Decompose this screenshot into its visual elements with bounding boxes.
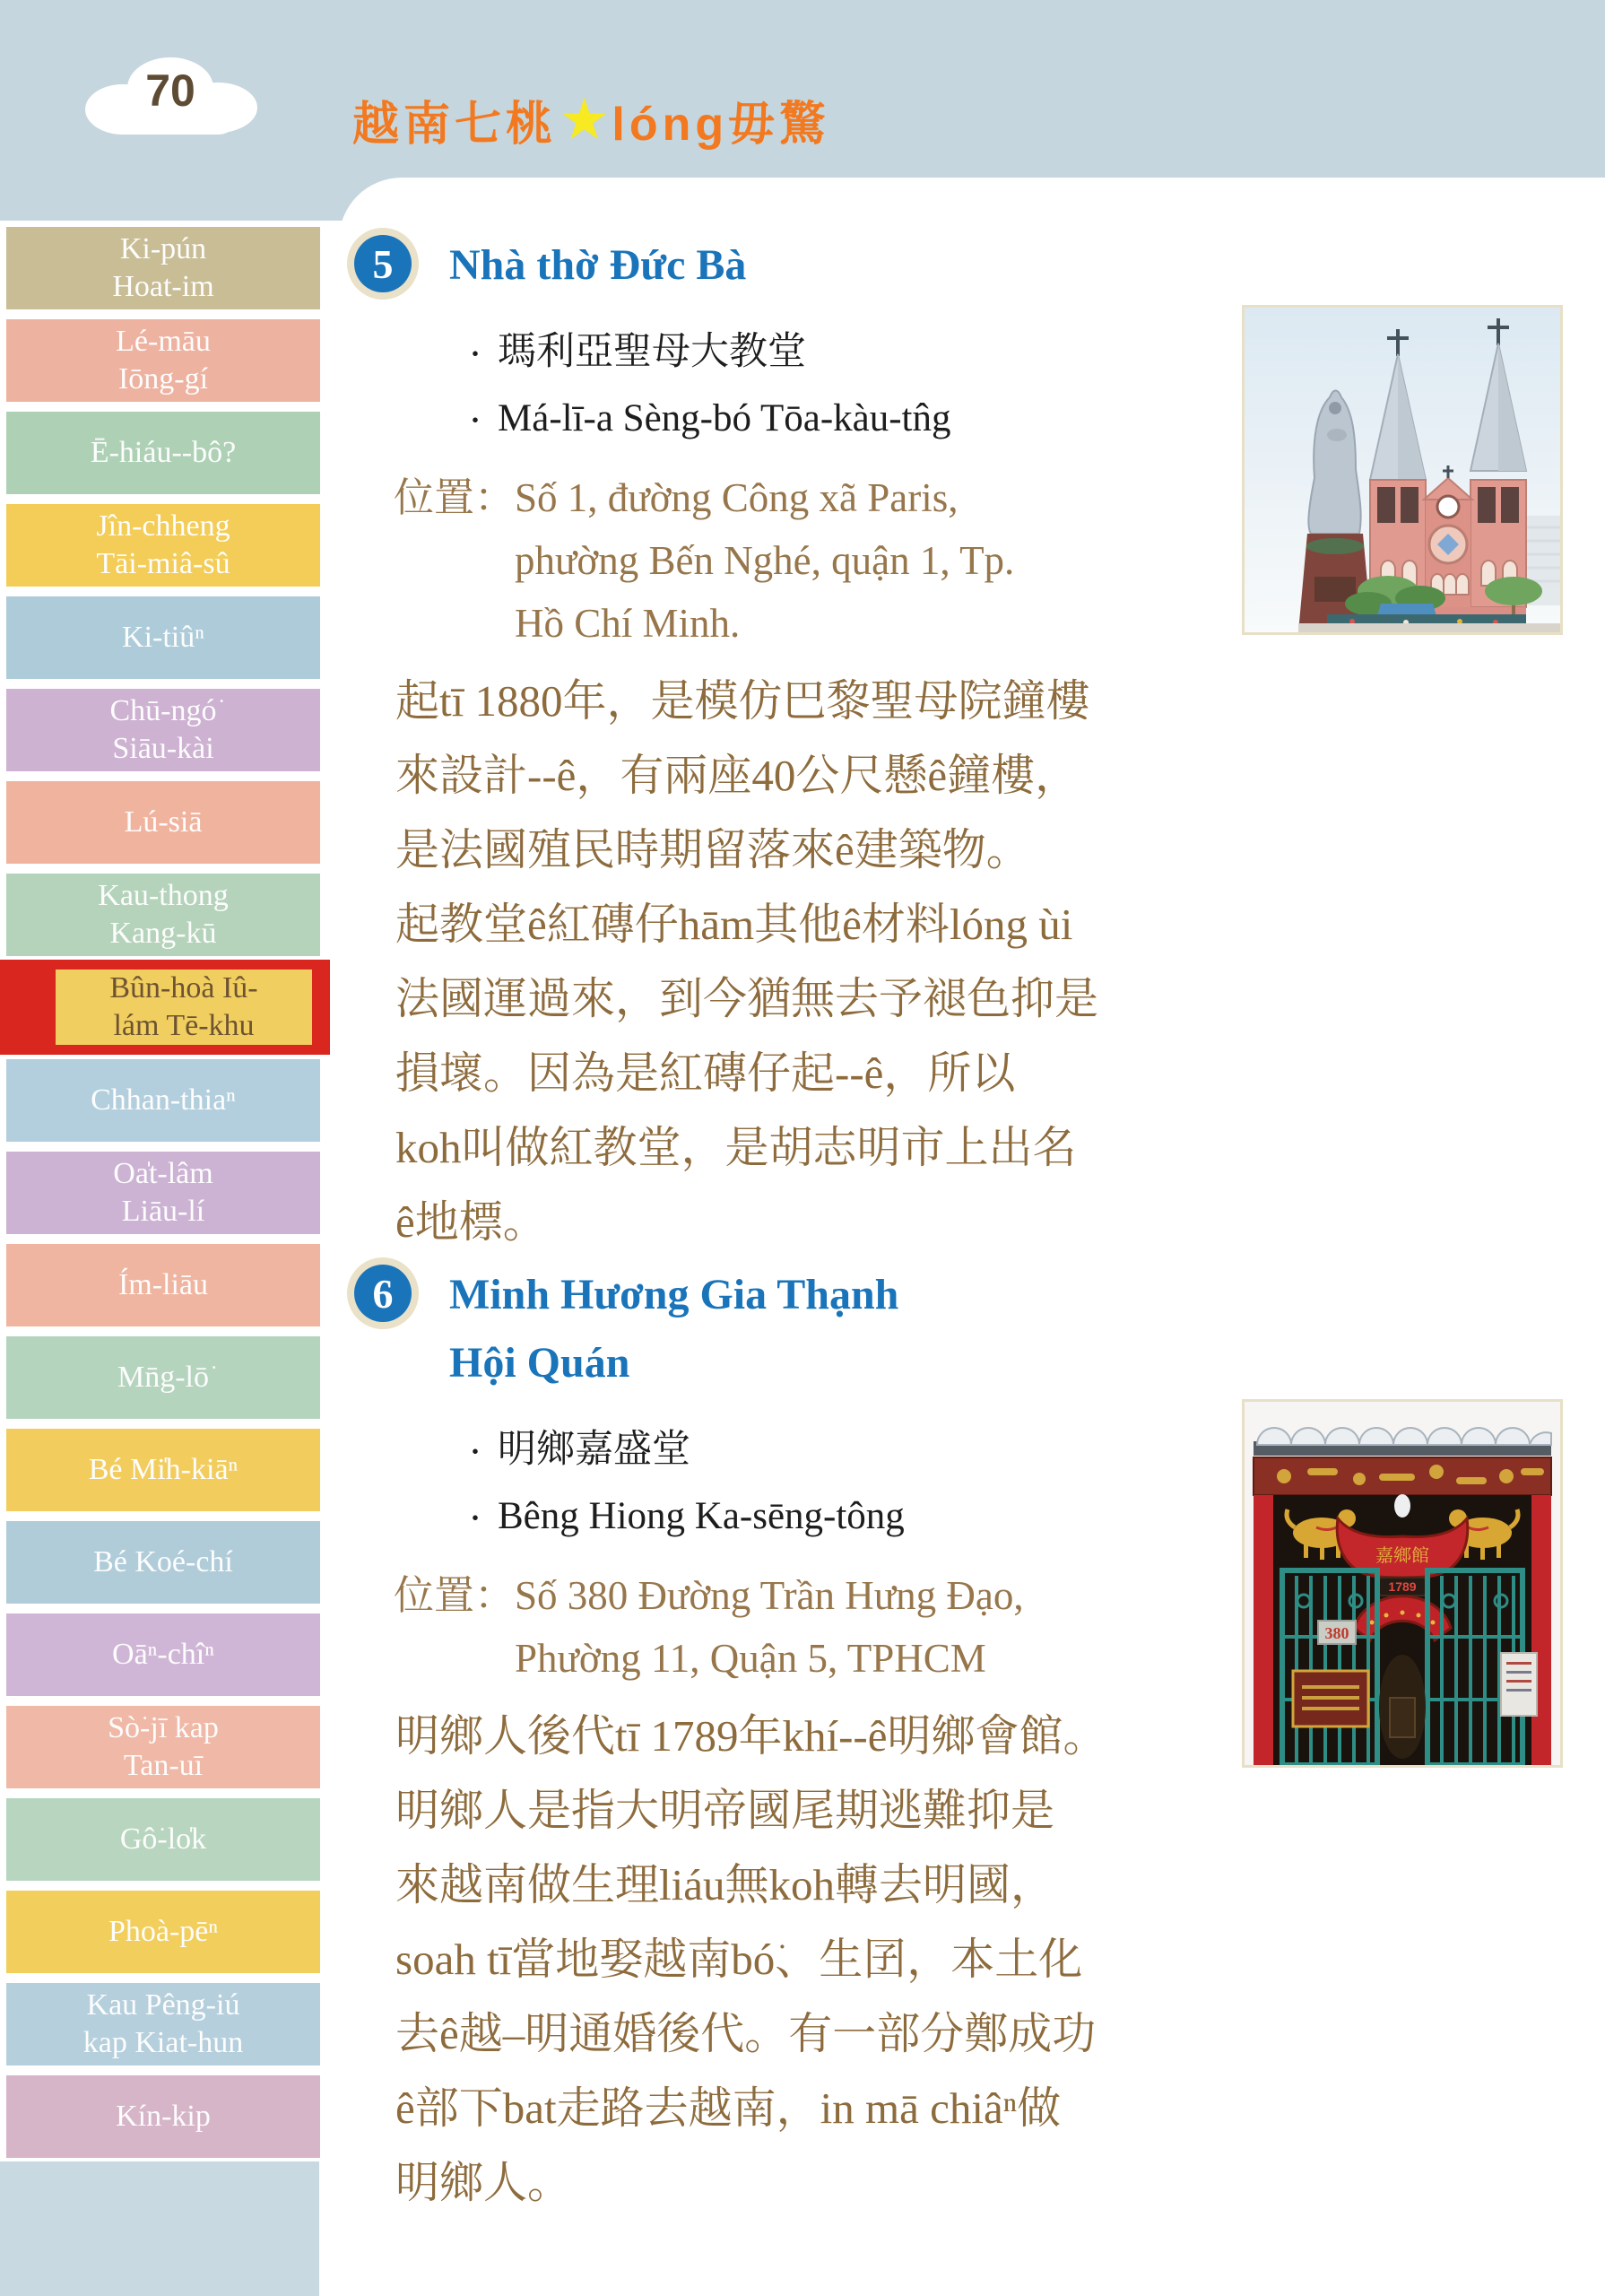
text-line: Bé Mi̍h-kiāⁿ — [88, 1453, 239, 1486]
bullet-item — [462, 387, 1237, 454]
gold-frieze — [1254, 1457, 1551, 1495]
sidebar-tab-label — [108, 1709, 219, 1785]
bullet-item — [462, 1485, 1237, 1552]
location-label: 位置： — [394, 475, 516, 520]
body-line: 來設計--ê，有兩座40公尺懸ê鐘樓， — [395, 751, 1080, 800]
section-5-header — [354, 231, 1237, 300]
body-line: 損壞。因為是紅磚仔起--ê，所以 — [395, 1048, 1016, 1098]
sidebar-tab-label — [98, 877, 228, 952]
sidebar-tab[interactable] — [6, 412, 320, 494]
text-line: Lú-siā — [124, 805, 203, 839]
section-6-bullets — [462, 1419, 1237, 1552]
body-line: 明鄉人是指大明帝國尾期逃難抑是 — [395, 1786, 1055, 1835]
text-line: Kau Pêng-iú — [86, 1988, 240, 2022]
sidebar-tab[interactable] — [6, 504, 320, 587]
text-line: kap Kiat-hun — [82, 2026, 244, 2059]
text-line: Ím-liāu — [117, 1268, 209, 1301]
location-label: 位置： — [394, 1573, 516, 1618]
sidebar-tab[interactable] — [6, 1706, 320, 1788]
sidebar-tab[interactable] — [6, 1429, 320, 1511]
section-title-line: Nhà thờ Đức Bà — [449, 241, 747, 289]
sidebar-tab[interactable] — [6, 1059, 320, 1142]
section-5-body — [395, 664, 1237, 1259]
sidebar-tab[interactable] — [0, 960, 330, 1055]
text-line: Sò͘-jī kap — [108, 1711, 219, 1744]
body-line: 起教堂ê紅磚仔hām其他ê材料lóng ùi — [395, 900, 1073, 949]
sidebar-tab-label — [93, 1544, 233, 1581]
sidebar-tab[interactable] — [6, 596, 320, 679]
text-line: Bûn-hoà Iû- — [109, 971, 258, 1004]
photo-saigon-notre-dame-cathedral — [1242, 305, 1563, 635]
section-6-body — [395, 1699, 1237, 2220]
body-line: 明鄉人後代tī 1789年khí--ê明鄉會館。 — [395, 1711, 1107, 1761]
sidebar-tab-label — [120, 1821, 206, 1858]
section-title-line: Minh Hương Gia Thạnh — [449, 1271, 899, 1318]
body-line: 起tī 1880年，是模仿巴黎聖母院鐘樓 — [395, 676, 1090, 726]
body-line: 法國運過來，到今猶無去予褪色抑是 — [395, 974, 1099, 1023]
section-title — [449, 231, 746, 300]
text-line: Tan-uī — [123, 1749, 204, 1782]
temple-gate-illustration — [1245, 1402, 1560, 1765]
text-line: Jîn-chheng — [96, 509, 230, 543]
section-nha-tho-duc-ba — [354, 224, 1237, 1259]
bullet-dot: ・ — [462, 1439, 489, 1468]
right-notice-sign — [1501, 1653, 1537, 1716]
page-number-cloud — [76, 45, 265, 144]
altar-glow — [1379, 1655, 1426, 1759]
sidebar-tab-label — [83, 1987, 243, 2062]
sidebar-tab-label — [112, 1636, 214, 1674]
sidebar-tab-label — [125, 804, 203, 841]
sidebar-tab-label — [108, 1913, 218, 1951]
sidebar-tab-label — [122, 619, 204, 657]
sidebar-tab[interactable] — [6, 1798, 320, 1881]
body-line: 是法國殖民時期留落來ê建築物。 — [395, 825, 1030, 874]
text-line: Kang-kū — [109, 917, 217, 950]
text-line: lám Tē-khu — [113, 1009, 255, 1042]
sidebar-tab[interactable] — [6, 874, 320, 956]
left-pillar — [1254, 1495, 1273, 1765]
right-pillar — [1531, 1495, 1551, 1765]
chapter-sidebar — [0, 227, 341, 2168]
sidebar-tab[interactable] — [6, 1891, 320, 1973]
page-number: 70 — [145, 65, 195, 116]
bullet-dot: ・ — [462, 341, 489, 370]
text-line: Chhan-thiaⁿ — [91, 1083, 236, 1117]
tiled-roof — [1254, 1428, 1551, 1456]
sidebar-tab-label — [56, 970, 312, 1045]
left-signboard — [1293, 1671, 1368, 1726]
text-line: Mn̄g-lō͘ — [117, 1361, 209, 1394]
bullet-text: Má-lī-a Sèng-bó Tōa-kàu-tn̂g — [498, 397, 951, 439]
section-6-header — [354, 1261, 1237, 1397]
sidebar-tab[interactable] — [6, 1521, 320, 1604]
sidebar-footer-block — [0, 2161, 319, 2296]
sidebar-tab-label — [117, 1359, 209, 1396]
banner-text: 嘉鄉館 — [1375, 1546, 1429, 1566]
sidebar-tab[interactable] — [6, 1613, 320, 1696]
sidebar-tab[interactable] — [6, 1152, 320, 1234]
bullet-text: 瑪利亞聖母大教堂 — [498, 331, 806, 373]
number-plaque — [1318, 1621, 1356, 1644]
text-line: Oa̍t-lâm — [113, 1157, 213, 1190]
cathedral-illustration — [1245, 308, 1560, 632]
sidebar-tab[interactable] — [6, 1983, 320, 2066]
sidebar-tab[interactable] — [6, 319, 320, 402]
bullet-item — [462, 1419, 1237, 1485]
page-title — [352, 86, 830, 153]
text-line: Ki-pún — [119, 232, 207, 265]
text-line: Siāu-kài — [112, 732, 214, 765]
sidebar-tab[interactable] — [6, 2075, 320, 2158]
location-line: Số 1, đường Công xã Paris, — [515, 475, 959, 520]
text-line: Tāi-miâ-sû — [96, 547, 230, 580]
text-line: Chū-ngó͘ — [109, 694, 217, 727]
text-line: Lé-māu — [116, 325, 211, 358]
sidebar-tab-label — [91, 434, 236, 472]
body-line: 明鄉人。 — [395, 2158, 572, 2207]
sidebar-tab-label — [112, 230, 213, 306]
sidebar-tab-label — [118, 1266, 208, 1304]
star-icon: ★ — [559, 87, 611, 152]
photo-minh-huong-gia-thanh-gate — [1242, 1399, 1563, 1768]
location-line: Số 380 Đường Trần Hưng Đạo, — [515, 1573, 1024, 1618]
section-title-line: Hội Quán — [449, 1339, 630, 1387]
body-line: ê地標。 — [395, 1197, 547, 1247]
sidebar-tab-label — [113, 1155, 213, 1231]
year-sign-text: 1789 — [1388, 1579, 1417, 1594]
body-line: 來越南做生理liáu無koh轉去明國， — [395, 1860, 1054, 1909]
page-title-left: 越南七桃 — [352, 99, 558, 151]
body-line: 去ê越–明通婚後代。有一部分鄭成功 — [395, 2009, 1097, 2058]
section-number-badge — [354, 1265, 412, 1322]
bullet-text: Bêng Hiong Ka-sēng-tông — [498, 1495, 905, 1537]
sidebar-tab-label — [91, 1082, 236, 1119]
white-lamp — [1394, 1494, 1410, 1518]
sidebar-tab-label — [89, 1451, 239, 1489]
text-line: Liāu-lí — [121, 1195, 205, 1228]
text-line: Oāⁿ-chîⁿ — [112, 1638, 214, 1671]
location-address — [515, 466, 1237, 655]
text-line: Bé Koé-chí — [93, 1545, 233, 1578]
text-line: Kau-thong — [98, 879, 229, 912]
page-title-right: lóng毋驚 — [612, 99, 831, 151]
text-line: Ki-tiûⁿ — [122, 621, 204, 654]
sidebar-tab-label — [116, 2098, 211, 2135]
sidebar-tab-label — [110, 692, 217, 768]
sidebar-tab[interactable] — [6, 781, 320, 864]
section-minh-huong-gia-thanh — [354, 1254, 1237, 2220]
text-line: Hoat-im — [112, 270, 214, 303]
text-line: Iōng-gí — [117, 362, 209, 396]
location-line: phường Bến Nghé, quận 1, Tp. — [515, 538, 1015, 583]
sidebar-tab[interactable] — [6, 227, 320, 309]
bullet-text: 明鄉嘉盛堂 — [498, 1429, 690, 1471]
section-title — [449, 1261, 898, 1397]
number-plaque-text: 380 — [1324, 1624, 1349, 1642]
text-line: Gô͘-lo̍k — [119, 1822, 207, 1856]
location-address — [515, 1564, 1237, 1690]
text-line: Kín-kip — [116, 2100, 211, 2133]
sidebar-tab[interactable] — [6, 1336, 320, 1419]
sidebar-tab-label — [96, 508, 230, 583]
bullet-item — [462, 321, 1237, 387]
section-number: 6 — [372, 1270, 394, 1317]
sidebar-tab[interactable] — [6, 1244, 320, 1326]
section-number-badge — [354, 235, 412, 292]
sidebar-tab-label — [116, 323, 211, 398]
section-5-bullets — [462, 321, 1237, 454]
body-line: soah tī當地娶越南bó͘、生囝，本土化 — [395, 1935, 1083, 1984]
section-5-location — [394, 466, 1237, 655]
location-line: Hồ Chí Minh. — [515, 601, 741, 646]
year-sign — [1379, 1578, 1426, 1596]
section-number: 5 — [372, 240, 394, 287]
body-line: koh叫做紅教堂，是胡志明市上出名 — [395, 1123, 1077, 1172]
section-6-location — [394, 1564, 1237, 1690]
body-line: ê部下bat走路去越南，in mā chiâⁿ做 — [395, 2083, 1062, 2133]
bullet-dot: ・ — [462, 407, 489, 437]
sidebar-tab[interactable] — [6, 689, 320, 771]
location-line: Phường 11, Quận 5, TPHCM — [515, 1636, 986, 1681]
text-line: Phoà-pēⁿ — [108, 1915, 219, 1948]
text-line: Ē-hiáu--bô? — [90, 436, 237, 469]
bullet-dot: ・ — [462, 1505, 489, 1535]
